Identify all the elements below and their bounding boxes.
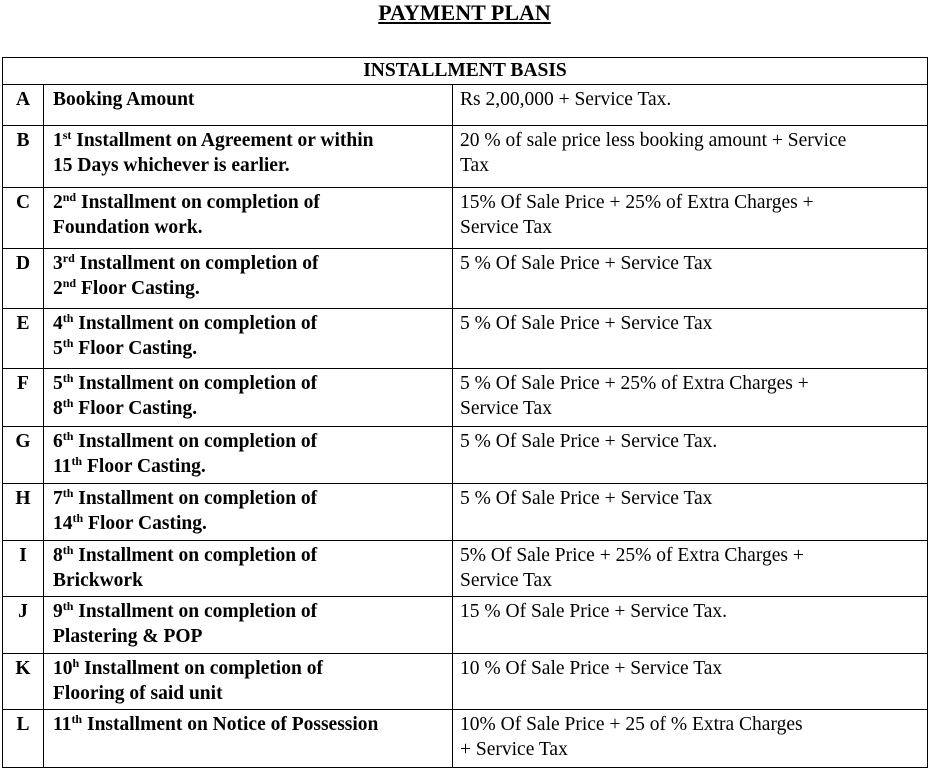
description-text: Plastering & POP	[53, 626, 203, 647]
row-letter: G	[3, 427, 44, 484]
table-row	[3, 249, 928, 309]
row-letter: J	[3, 597, 44, 654]
amount-line: Rs 2,00,000 + Service Tax.	[460, 89, 672, 110]
payment-plan-table	[2, 57, 928, 768]
amount-line: Service Tax	[460, 398, 552, 419]
row-letter: F	[3, 369, 44, 427]
table-row	[3, 484, 928, 541]
ordinal-suffix: h	[72, 656, 80, 670]
amount-line: Service Tax	[460, 217, 552, 238]
description-line	[53, 153, 446, 178]
description-text: Installment on completion of	[76, 192, 320, 213]
table-row	[3, 541, 928, 597]
description-text: 1	[53, 130, 63, 151]
ordinal-suffix: th	[62, 486, 74, 500]
payment-amount	[453, 654, 928, 710]
ordinal-suffix: th	[62, 371, 74, 385]
installment-description	[44, 369, 453, 427]
amount-line: 15% Of Sale Price + 25% of Extra Charges +	[460, 192, 814, 213]
description-text: 11	[53, 714, 72, 735]
description-line	[53, 371, 446, 396]
description-line	[53, 511, 446, 536]
table-row	[3, 188, 928, 249]
payment-amount	[453, 126, 928, 188]
amount-line: 5 % Of Sale Price + Service Tax	[460, 253, 713, 274]
description-text: Booking Amount	[53, 89, 195, 110]
table-row	[3, 85, 928, 126]
description-text: Installment on completion of	[73, 313, 318, 334]
row-letter: D	[3, 249, 44, 309]
ordinal-suffix: th	[71, 454, 83, 468]
description-line	[53, 543, 446, 568]
description-text: Installment on completion of	[73, 431, 318, 452]
description-text: Foundation work.	[53, 217, 203, 238]
description-line	[53, 568, 446, 593]
description-text: Floor Casting.	[76, 278, 200, 299]
amount-line: 10 % Of Sale Price + Service Tax	[460, 658, 723, 679]
description-text: Floor Casting.	[73, 338, 198, 359]
description-line	[53, 128, 446, 153]
description-text: 7	[53, 488, 63, 509]
row-letter: H	[3, 484, 44, 541]
table-row	[3, 309, 928, 369]
ordinal-suffix: th	[62, 311, 74, 325]
payment-amount	[453, 710, 928, 768]
row-letter: C	[3, 188, 44, 249]
description-line	[53, 454, 446, 479]
ordinal-suffix: th	[62, 543, 74, 557]
description-text: Installment on completion of	[73, 373, 318, 394]
ordinal-suffix: rd	[62, 251, 75, 265]
description-line	[53, 311, 446, 336]
table-row	[3, 427, 928, 484]
amount-line: Service Tax	[460, 570, 552, 591]
installment-description	[44, 249, 453, 309]
description-line	[53, 336, 446, 361]
description-text: Installment on Agreement or within	[71, 130, 374, 151]
ordinal-suffix: th	[72, 511, 84, 525]
description-text: 8	[53, 545, 63, 566]
table-row	[3, 597, 928, 654]
payment-amount	[453, 541, 928, 597]
page-title: PAYMENT PLAN	[378, 0, 551, 25]
table-header-row	[3, 58, 928, 85]
description-text: 2	[53, 192, 63, 213]
amount-line: 5% Of Sale Price + 25% of Extra Charges +	[460, 545, 804, 566]
amount-line: 5 % Of Sale Price + 25% of Extra Charges +	[460, 373, 809, 394]
amount-line: 5 % Of Sale Price + Service Tax	[460, 488, 713, 509]
description-line	[53, 396, 446, 421]
description-line	[53, 276, 446, 301]
description-line	[53, 429, 446, 454]
description-text: 5	[53, 338, 63, 359]
description-text: 11	[53, 456, 72, 477]
description-line	[53, 486, 446, 511]
description-line	[53, 190, 446, 215]
installment-description	[44, 597, 453, 654]
description-text: 4	[53, 313, 63, 334]
row-letter: K	[3, 654, 44, 710]
description-text: Flooring of said unit	[53, 683, 223, 704]
description-line	[53, 251, 446, 276]
installment-description	[44, 309, 453, 369]
row-letter: L	[3, 710, 44, 768]
row-letter: A	[3, 85, 44, 126]
installment-description	[44, 541, 453, 597]
table-row	[3, 654, 928, 710]
description-text: Installment on completion of	[73, 601, 318, 622]
description-text: 2	[53, 278, 63, 299]
ordinal-suffix: th	[62, 599, 74, 613]
description-text: 3	[53, 253, 63, 274]
table-row	[3, 710, 928, 768]
description-text: Floor Casting.	[83, 513, 207, 534]
installment-description	[44, 126, 453, 188]
description-text: 15 Days whichever is earlier.	[53, 155, 290, 176]
table-row	[3, 369, 928, 427]
row-letter: E	[3, 309, 44, 369]
description-line	[53, 681, 446, 706]
description-text: 5	[53, 373, 63, 394]
amount-line: 5 % Of Sale Price + Service Tax.	[460, 431, 718, 452]
description-text: 10	[53, 658, 73, 679]
amount-line: Tax	[460, 155, 489, 176]
table-row	[3, 126, 928, 188]
payment-amount	[453, 85, 928, 126]
description-text: Installment on Notice of Possession	[82, 714, 379, 735]
description-text: Installment on completion of	[73, 488, 318, 509]
ordinal-suffix: th	[62, 429, 74, 443]
installment-description	[44, 427, 453, 484]
description-text: 14	[53, 513, 73, 534]
amount-line: + Service Tax	[460, 739, 568, 760]
installment-description	[44, 484, 453, 541]
amount-line: 5 % Of Sale Price + Service Tax	[460, 313, 713, 334]
payment-amount	[453, 597, 928, 654]
description-text: Installment on completion of	[73, 545, 318, 566]
description-line	[53, 624, 446, 649]
row-letter: I	[3, 541, 44, 597]
ordinal-suffix: th	[71, 712, 83, 726]
ordinal-suffix: st	[62, 128, 72, 142]
payment-amount	[453, 369, 928, 427]
description-line	[53, 656, 446, 681]
ordinal-suffix: nd	[62, 190, 77, 204]
ordinal-suffix: th	[62, 336, 74, 350]
installment-description	[44, 188, 453, 249]
row-letter: B	[3, 126, 44, 188]
description-text: Brickwork	[53, 570, 143, 591]
amount-line: 15 % Of Sale Price + Service Tax.	[460, 601, 728, 622]
ordinal-suffix: th	[62, 396, 74, 410]
payment-amount	[453, 484, 928, 541]
installment-description	[44, 654, 453, 710]
description-line	[53, 599, 446, 624]
payment-amount	[453, 249, 928, 309]
payment-amount	[453, 427, 928, 484]
amount-line: 20 % of sale price less booking amount + Service	[460, 130, 847, 151]
installment-description	[44, 710, 453, 768]
description-text: Floor Casting.	[82, 456, 206, 477]
description-text: Floor Casting.	[73, 398, 198, 419]
description-text: Installment on completion of	[79, 658, 323, 679]
ordinal-suffix: nd	[62, 276, 77, 290]
amount-line: 10% Of Sale Price + 25 of % Extra Charges	[460, 714, 803, 735]
payment-amount	[453, 309, 928, 369]
description-text: 8	[53, 398, 63, 419]
table-header: INSTALLMENT BASIS	[3, 58, 928, 85]
description-text: 9	[53, 601, 63, 622]
description-text: Installment on completion of	[74, 253, 319, 274]
payment-amount	[453, 188, 928, 249]
description-line	[53, 712, 446, 737]
description-line	[53, 215, 446, 240]
description-line	[53, 87, 446, 112]
installment-description	[44, 85, 453, 126]
description-text: 6	[53, 431, 63, 452]
